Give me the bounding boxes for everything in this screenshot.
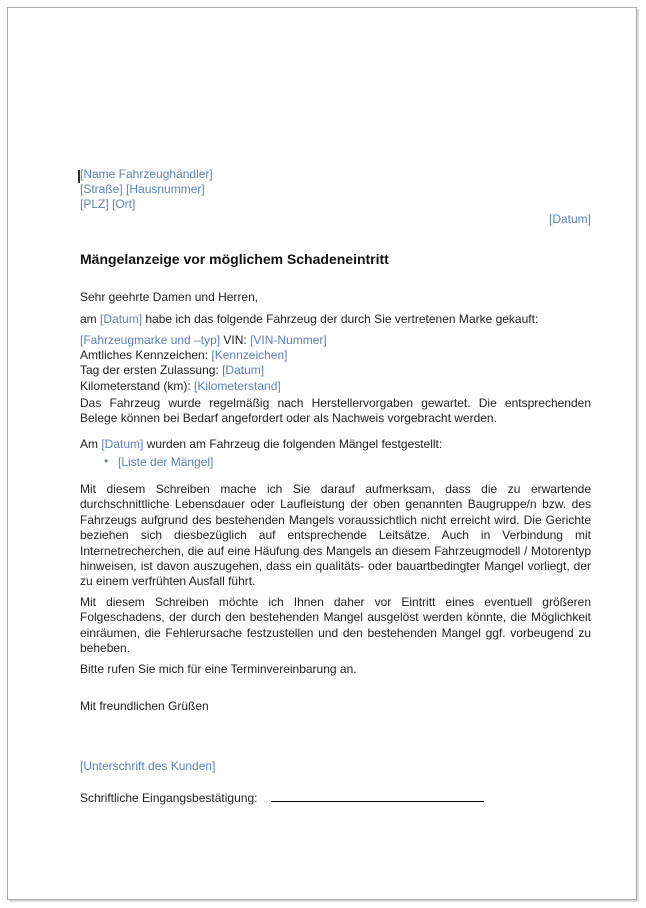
- dealer-name-placeholder[interactable]: [Name Fahrzeughändler]: [80, 167, 213, 181]
- purchase-intro-line: [80, 312, 591, 327]
- plate-line: [80, 348, 591, 363]
- receipt-signature-blank: [271, 790, 484, 802]
- maintenance-paragraph: Das Fahrzeug wurde regelmäßig nach Herstellervorgaben gewartet. Die entsprechenden Belege können bei Bedarf angefordert oder als Nachweis vorgebracht werden.: [80, 396, 591, 426]
- salutation-line: Sehr geehrte Damen und Herren,: [80, 290, 259, 304]
- date-placeholder[interactable]: [Datum]: [548, 212, 591, 226]
- signature-placeholder[interactable]: [Unterschrift des Kunden]: [80, 759, 216, 773]
- body-paragraph-1: Mit diesem Schreiben mache ich Sie darauf aufmerksam, dass die zu erwartende durchschnittliche Lebensdauer oder Laufleistung der oben genannten Baugruppe/n bzw. des Fahrzeugs aufgrund des bestehenden Mangels voraussichtlich nicht erreicht wird. Die Gerichte beziehen sich diesbezüglich auf entsprechende Leitsätze. Auch in Verbindung mit Internetrecherchen, die auf eine Häufung des Mangels an diesem Fahrzeugmodell / Motorentyp hinweisen, ist davon auszugehen, dass ein qualitäts- oder bauartbedingter Mangel vorliegt, der zu einem verfrühten Ausfall führt.: [80, 482, 591, 589]
- purchase-text-post: habe ich das folgende Fahrzeug der durch Sie vertretenen Marke gekauft:: [142, 312, 539, 326]
- defects-intro-line: [80, 437, 591, 452]
- vin-label: VIN:: [220, 333, 251, 347]
- mileage-placeholder[interactable]: [Kilometerstand]: [194, 378, 281, 393]
- receipt-confirmation-line: [80, 790, 591, 806]
- recipient-address-block: [80, 167, 591, 213]
- signature-line: [80, 759, 591, 774]
- closing-line: Mit freundlichen Grüßen: [80, 699, 209, 713]
- defects-list-placeholder[interactable]: [Liste der Mängel]: [118, 455, 214, 469]
- receipt-confirmation-label: Schriftliche Eingangsbestätigung:: [80, 791, 258, 805]
- first-registration-line: [80, 363, 591, 378]
- defects-list-item: [80, 455, 591, 470]
- date-line: [80, 212, 591, 227]
- plate-placeholder[interactable]: [Kennzeichen]: [211, 348, 288, 363]
- street-placeholder[interactable]: [Straße] [Hausnummer]: [80, 182, 205, 197]
- defects-text-pre: Am: [80, 437, 102, 451]
- mileage-line: [80, 379, 591, 394]
- body-paragraph-2: Mit diesem Schreiben möchte ich Ihnen daher vor Eintritt eines eventuell größeren Folgeschadens, der durch den bestehenden Mangel ausgelöst werden könnte, die Möglichkeit einräumen, die Fehlerursache festzustellen und den bestehenden Mangel ggf. vorbeugend zu beheben.: [80, 595, 591, 656]
- letter-title: Mängelanzeige vor möglichem Schadeneintritt: [80, 251, 389, 267]
- purchase-text-pre: am: [80, 312, 101, 326]
- vehicle-details-block: [80, 333, 591, 394]
- first-registration-placeholder[interactable]: [Datum]: [222, 363, 265, 378]
- bullet-icon: •: [104, 454, 109, 468]
- plate-label: Amtliches Kennzeichen:: [80, 348, 212, 363]
- vin-placeholder[interactable]: [VIN-Nummer]: [250, 333, 327, 347]
- first-registration-label: Tag der ersten Zulassung:: [80, 363, 223, 378]
- appointment-request-line: Bitte rufen Sie mich für eine Terminvereinbarung an.: [80, 662, 357, 676]
- vehicle-make-line: [80, 333, 591, 348]
- city-placeholder[interactable]: [PLZ] [Ort]: [80, 197, 136, 212]
- vehicle-make-placeholder[interactable]: [Fahrzeugmarke und –typ]: [80, 333, 221, 347]
- purchase-date-placeholder[interactable]: [Datum]: [100, 312, 143, 326]
- defects-text-post: wurden am Fahrzeug die folgenden Mängel festgestellt:: [143, 437, 443, 451]
- defects-date-placeholder[interactable]: [Datum]: [101, 437, 144, 451]
- mileage-label: Kilometerstand (km):: [80, 378, 195, 393]
